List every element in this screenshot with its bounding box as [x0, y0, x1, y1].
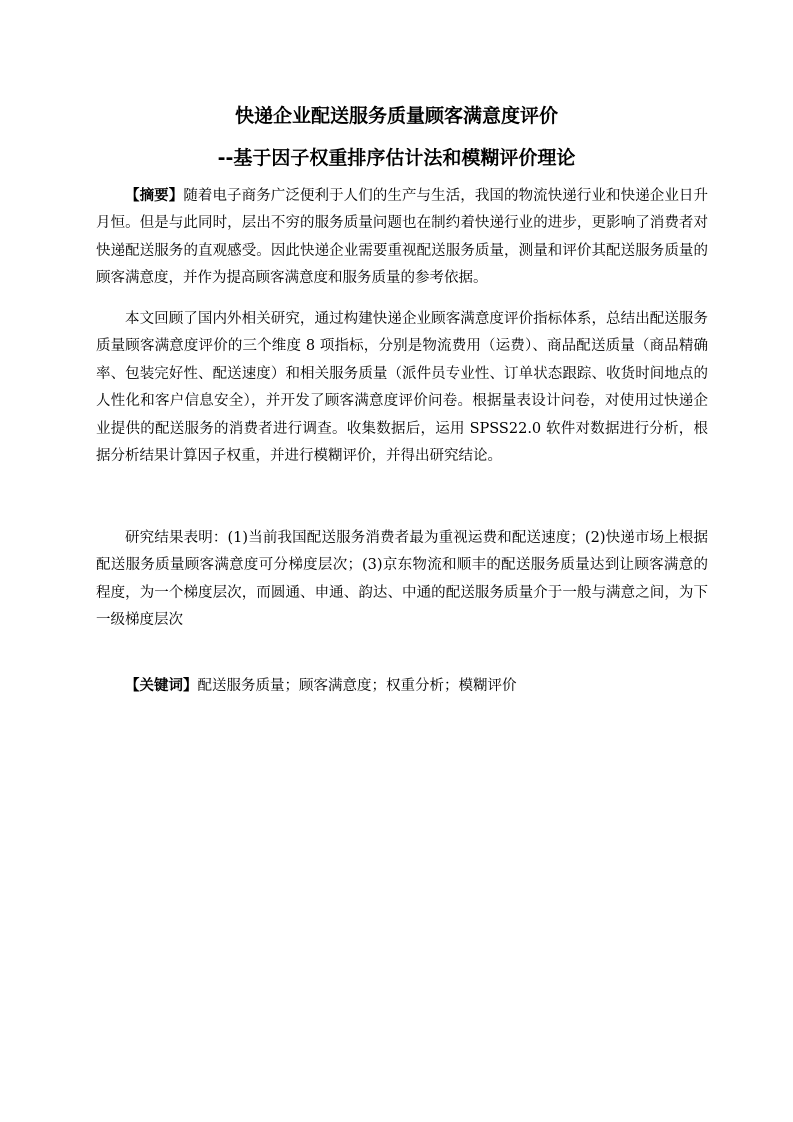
- keywords-section: [96, 673, 708, 700]
- document-subtitle: --基于因子权重排序估计法和模糊评价理论: [217, 147, 576, 169]
- abstract-section: [96, 183, 708, 293]
- abstract-label: 【摘要】: [125, 188, 184, 204]
- result-section: [96, 525, 708, 635]
- abstract-paragraph: [96, 183, 708, 293]
- document-title: 快递企业配送服务质量顾客满意度评价: [234, 105, 558, 127]
- keywords-label: 【关键词】: [125, 678, 198, 694]
- keywords-text: 配送服务质量；顾客满意度；权重分析；模糊评价: [197, 678, 517, 694]
- keywords-paragraph: [96, 673, 708, 700]
- abstract-text: 随着电子商务广泛便利于人们的生产与生活，我国的物流快递行业和快递企业日升月恒。但是与此同时，层出不穷的服务质量问题也在制约着快递行业的进步，更影响了消费者对快递配送服务的直观感受。因此快递企业需要重视配送服务质量，测量和评价其配送服务质量的顾客满意度，并作为提高顾客满意度和服务质量的参考依据。: [96, 188, 709, 287]
- review-paragraph: 本文回顾了国内外相关研究，通过构建快递企业顾客满意度评价指标体系，总结出配送服务质量顾客满意度评价的三个维度 8 项指标，分别是物流费用（运费）、商品配送质量（商品精确率、包装完好性、配送速度）和相关服务质量（派件员专业性、订单状态跟踪、收货时间地点的人性化和客户信息安全），并开发了顾客满意度评价问卷。根据量表设计问卷，对使用过快递企业提供的配送服务的消费者进行调查。收集数据后，运用 SPSS22.0 软件对数据进行分析，根据分析结果计算因子权重，并进行模糊评价，并得出研究结论。: [96, 311, 708, 465]
- result-paragraph: 研究结果表明：(1)当前我国配送服务消费者最为重视运费和配送速度；(2)快递市场上根据配送服务质量顾客满意度可分梯度层次；(3)京东物流和顺丰的配送服务质量达到让顾客满意的程度，为一个梯度层次，而圆通、申通、韵达、中通的配送服务质量介于一般与满意之间，为下一级梯度层次: [96, 530, 708, 629]
- review-section: [96, 306, 708, 470]
